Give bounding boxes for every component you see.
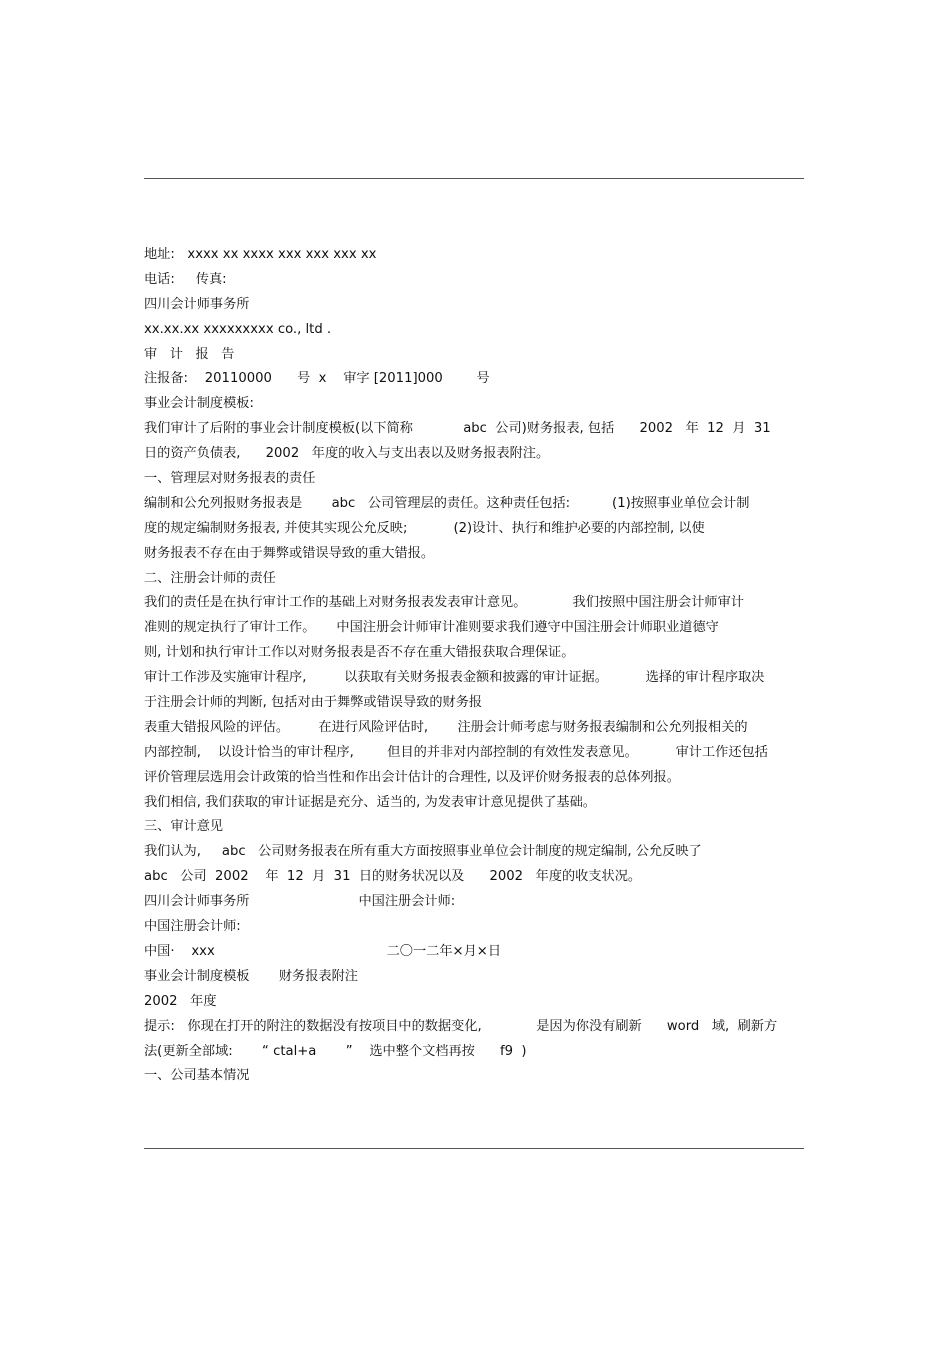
text-line: 二、注册会计师的责任 [144,570,276,586]
text-line: abc 公司 2002 年 12 月 31 日的财务状况以及 2002 年度的收支状况。 [144,869,642,885]
text-line: 财务报表不存在由于舞弊或错误导致的重大错报。 [144,545,435,561]
text-line: 一、管理层对财务报表的责任 [144,471,316,487]
text-line: 内部控制, 以设计恰当的审计程序, 但目的并非对内部控制的有效性发表意见。 审计工作还包括 [144,744,768,760]
text-line: 注报备: 20110000 号 x 审字 [2011]000 号 [144,371,490,387]
text-line: 三、审计意见 [144,819,224,835]
text-line: 于注册会计师的判断, 包括对由于舞弊或错误导致的财务报 [144,695,483,711]
document-body [144,243,804,1089]
text-line: 事业会计制度模板: [144,396,254,412]
text-line: 我们审计了后附的事业会计制度模板(以下简称 abc 公司)财务报表, 包括 2002 年 12 月 31 [144,421,771,437]
text-line: 法(更新全部域: “ ctal+a ” 选中整个文档再按 f9 ) [144,1043,527,1059]
text-line: 提示: 你现在打开的附注的数据没有按项目中的数据变化, 是因为你没有刷新 word 域, 刷新方 [144,1018,778,1034]
text-line: 我们认为, abc 公司财务报表在所有重大方面按照事业单位会计制度的规定编制, 公允反映了 [144,844,702,860]
text-line: 评价管理层选用会计政策的恰当性和作出会计估计的合理性, 以及评价财务报表的总体列报。 [144,769,680,785]
text-line: 我们相信, 我们获取的审计证据是充分、适当的, 为发表审计意见提供了基础。 [144,794,596,810]
text-line: 我们的责任是在执行审计工作的基础上对财务报表发表审计意见。 我们按照中国注册会计师审计 [144,595,744,611]
text-line: 事业会计制度模板 财务报表附注 [144,968,358,984]
text-line: 地址: xxxx xx xxxx xxx xxx xxx xx [144,247,377,262]
text-line: 编制和公允列报财务报表是 abc 公司管理层的责任。这种责任包括: (1)按照事业单位会计制 [144,495,750,511]
text-line: 审 计 报 告 [144,346,235,362]
text-line: 度的规定编制财务报表, 并使其实现公允反映; (2)设计、执行和维护必要的内部控制, 以使 [144,520,705,536]
text-line: 中国注册会计师: [144,919,241,935]
text-line: 日的资产负债表, 2002 年度的收入与支出表以及财务报表附注。 [144,446,550,462]
footer-rule [144,1148,804,1149]
text-line: xx.xx.xx xxxxxxxxx co., ltd . [144,321,332,337]
text-line: 准则的规定执行了审计工作。 中国注册会计师审计准则要求我们遵守中国注册会计师职业道德守 [144,620,719,636]
text-line: 则, 计划和执行审计工作以对财务报表是否不存在重大错报获取合理保证。 [144,645,575,661]
text-line: 电话: 传真: [144,271,227,287]
text-line: 四川会计师事务所 [144,296,250,312]
text-line: 2002 年度 [144,993,217,1009]
text-line: 中国· xxx 二〇一二年×月×日 [144,943,502,959]
text-line: 审计工作涉及实施审计程序, 以获取有关财务报表金额和披露的审计证据。 选择的审计程序取决 [144,670,765,686]
text-line: 一、公司基本情况 [144,1068,250,1084]
text-line: 表重大错报风险的评估。 在进行风险评估时, 注册会计师考虑与财务报表编制和公允列报相关的 [144,719,748,735]
header-rule [144,178,804,179]
text-line: 四川会计师事务所 中国注册会计师: [144,894,456,910]
